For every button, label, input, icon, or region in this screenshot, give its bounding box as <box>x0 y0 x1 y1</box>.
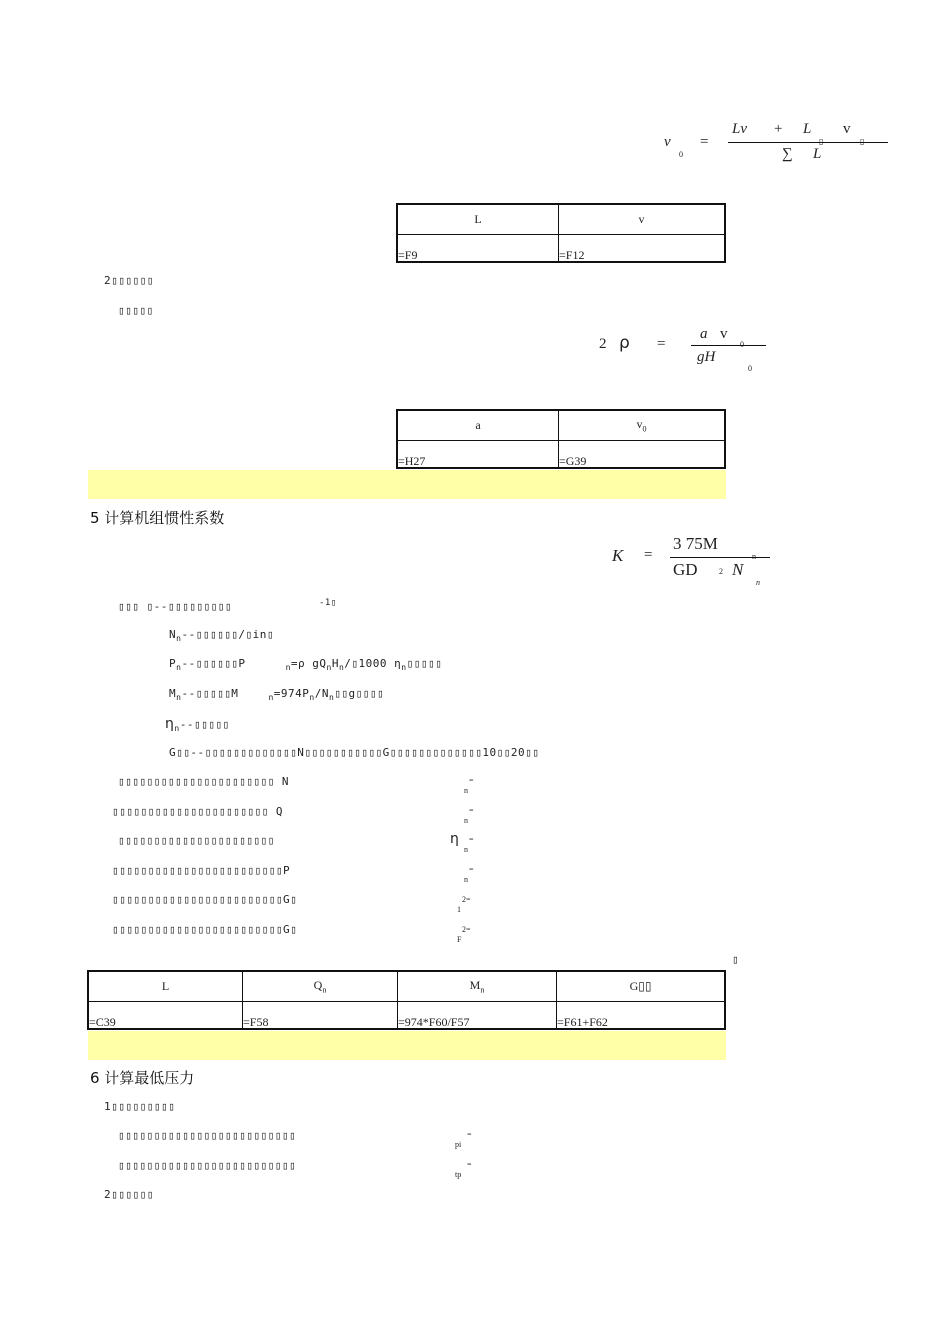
formula1-den-l: L <box>813 146 822 162</box>
formula1-den-sum: ∑ <box>782 146 793 162</box>
definition-gd2-text: G▯▯--▯▯▯▯▯▯▯▯▯▯▯▯▯N▯▯▯▯▯▯▯▯▯▯▯G▯▯▯▯▯▯▯▯▯▯▯▯▯10▯▯20▯▯ <box>169 746 540 759</box>
definition-p-sub2: n <box>285 663 291 673</box>
formula1-eq: = <box>700 134 709 150</box>
definition-p <box>169 657 442 672</box>
item-6-2-heading: 2▯▯▯▯▯▯ <box>104 1188 154 1201</box>
param-q-eq[interactable]: = <box>469 806 474 815</box>
section-5-heading: 5 计算机组惯性系数 <box>90 509 225 527</box>
definition-m-sub2: n <box>268 693 274 703</box>
param-n-sub: n <box>464 786 468 795</box>
formula3-den-sup: 2 <box>719 567 723 576</box>
definition-m-sub3: n <box>309 693 315 703</box>
formula2-den-sub: 0 <box>748 364 752 373</box>
table-a-v0 <box>396 409 726 469</box>
formula1-lhs: v <box>664 134 671 150</box>
definition-p-rest2: =ρ gQ <box>290 657 327 670</box>
param-g1-sub: 1 <box>457 905 461 914</box>
table3-header-m: M <box>469 978 481 993</box>
table3-cell-q[interactable]: =F58 <box>243 1002 398 1030</box>
table3-header-l: L <box>88 971 243 1002</box>
param-pi-label: ▯▯▯▯▯▯▯▯▯▯▯▯▯▯▯▯▯▯▯▯▯▯▯▯▯ <box>118 1129 297 1142</box>
definition-p-sub5: n <box>401 663 407 673</box>
param-eta-sub: n <box>464 845 468 854</box>
formula1-num-a: Lv <box>732 121 747 137</box>
definition-eta <box>165 716 230 733</box>
definition-m <box>169 687 384 702</box>
param-g1-label: ▯▯▯▯▯▯▯▯▯▯▯▯▯▯▯▯▯▯▯▯▯▯▯▯G▯ <box>112 893 298 906</box>
table1-header-l: L <box>397 204 559 235</box>
definition-k-text: ▯▯▯ ▯--▯▯▯▯▯▯▯▯▯ <box>118 600 232 613</box>
formula2-num-a: a <box>700 326 708 342</box>
formula3-num: 3 75M <box>673 534 718 553</box>
definition-p-sub4: n <box>338 663 345 673</box>
definition-m-sub4: n <box>328 693 335 703</box>
table3-cell-g[interactable]: =F61+F62 <box>557 1002 726 1030</box>
table2-header-v: v <box>636 417 643 432</box>
param-p-label: ▯▯▯▯▯▯▯▯▯▯▯▯▯▯▯▯▯▯▯▯▯▯▯▯P <box>112 864 291 877</box>
param-eta-sym: η <box>450 831 459 847</box>
param-q-label: ▯▯▯▯▯▯▯▯▯▯▯▯▯▯▯▯▯▯▯▯▯▯ Q <box>112 805 283 818</box>
definition-m-rest2: =974P <box>273 687 310 700</box>
table3-header-mn <box>398 971 557 1002</box>
table-l-v <box>396 203 726 263</box>
definition-p-rest4: /▯1000 η <box>344 657 402 670</box>
param-gf-label: ▯▯▯▯▯▯▯▯▯▯▯▯▯▯▯▯▯▯▯▯▯▯▯▯G▯ <box>112 923 298 936</box>
definition-p-sub: n <box>176 663 182 673</box>
table2-header-v0 <box>559 410 726 441</box>
table3-header-m-sub: n <box>480 985 485 995</box>
highlight-band-1 <box>88 470 726 499</box>
definition-k-tail: -1▯ <box>319 598 337 608</box>
formula3-lhs: K <box>612 546 624 565</box>
table3-header-qn <box>243 971 398 1002</box>
param-tp-label: ▯▯▯▯▯▯▯▯▯▯▯▯▯▯▯▯▯▯▯▯▯▯▯▯▯ <box>118 1159 297 1172</box>
formula3-eq: = <box>644 547 653 563</box>
highlight-band-2 <box>88 1031 726 1060</box>
param-n-label: ▯▯▯▯▯▯▯▯▯▯▯▯▯▯▯▯▯▯▯▯▯▯ N <box>118 775 289 788</box>
formula1-fraction-bar <box>728 142 888 143</box>
formula2-num-v: v <box>720 326 728 342</box>
item-2-heading: 2▯▯▯▯▯▯ <box>104 274 154 287</box>
table3-header-g: G▯▯ <box>557 971 726 1002</box>
table2-header-a: a <box>397 410 559 441</box>
table2-cell-v0[interactable]: =G39 <box>559 441 726 469</box>
definition-eta-rest: --▯▯▯▯▯ <box>179 718 230 731</box>
table3-cell-m[interactable]: =974*F60/F57 <box>398 1002 557 1030</box>
table1-cell-l[interactable]: =F9 <box>397 235 559 263</box>
param-gf-sub: F <box>457 935 462 944</box>
formula2-lhs-sym: ρ <box>619 333 630 353</box>
param-g1-eq[interactable]: 2= <box>462 895 471 904</box>
definition-n-rest: --▯▯▯▯▯▯/▯in▯ <box>181 628 275 641</box>
definition-eta-sub: n <box>174 724 180 734</box>
definition-p-sym: P <box>169 657 177 670</box>
definition-k <box>118 600 232 613</box>
formula1-num-b: L <box>803 121 812 137</box>
definition-n-sym: N <box>169 628 177 641</box>
definition-m-rest3: /N <box>314 687 329 700</box>
definition-n <box>169 628 274 643</box>
table2-header-sub: 0 <box>642 424 647 434</box>
definition-p-rest5: ▯▯▯▯▯ <box>406 657 443 670</box>
table-inertia-inputs <box>87 970 726 1030</box>
table1-cell-v[interactable]: =F12 <box>559 235 726 263</box>
definition-p-rest3: H <box>331 657 339 670</box>
formula1-lhs-sub: 0 <box>679 150 683 159</box>
param-tp-sub: tp <box>455 1170 462 1179</box>
definition-n-sub: n <box>176 634 182 644</box>
stray-mark: ▯ <box>732 953 740 966</box>
formula2-eq: = <box>657 336 666 352</box>
table3-header-q: Q <box>313 978 323 993</box>
formula2-den: gH <box>697 349 716 365</box>
formula2-fraction-bar <box>691 345 766 346</box>
definition-m-sub: n <box>176 693 182 703</box>
formula3-den-sub: n <box>756 578 760 587</box>
definition-m-rest: --▯▯▯▯▯M <box>181 687 239 700</box>
table2-cell-a[interactable]: =H27 <box>397 441 559 469</box>
param-p-sub: n <box>464 875 468 884</box>
item-2-subheading: ▯▯▯▯▯ <box>118 304 154 317</box>
formula3-den-n: N <box>732 560 744 579</box>
section-6-heading: 6 计算最低压力 <box>90 1069 195 1087</box>
item-6-1-heading: 1▯▯▯▯▯▯▯▯▯ <box>104 1100 176 1113</box>
formula1-num-c: v <box>843 121 851 137</box>
param-q-sub: n <box>464 816 468 825</box>
formula2-lhs-num: 2 <box>599 336 607 352</box>
definition-m-sym: M <box>169 687 177 700</box>
definition-eta-sym: η <box>165 716 175 732</box>
param-p-eq[interactable]: = <box>469 865 474 874</box>
definition-p-rest: --▯▯▯▯▯▯P <box>181 657 246 670</box>
formula3-fraction-bar <box>670 557 770 558</box>
param-tp-eq[interactable]: = <box>467 1160 472 1169</box>
param-gf-eq[interactable]: 2= <box>462 925 471 934</box>
param-eta-label: ▯▯▯▯▯▯▯▯▯▯▯▯▯▯▯▯▯▯▯▯▯▯ <box>118 834 275 847</box>
formula3-den-a: GD <box>673 560 698 579</box>
param-n-eq[interactable]: = <box>469 776 474 785</box>
definition-gd2 <box>169 746 539 759</box>
param-eta-eq[interactable]: = <box>469 835 474 844</box>
definition-m-rest4: ▯▯g▯▯▯▯ <box>334 687 385 700</box>
formula1-num-plus: + <box>774 121 783 137</box>
definition-p-sub3: n <box>326 663 332 673</box>
param-pi-eq[interactable]: = <box>467 1130 472 1139</box>
table1-header-v: v <box>559 204 726 235</box>
table3-header-q-sub: n <box>322 985 327 995</box>
param-pi-sub: pi <box>455 1140 462 1149</box>
table3-cell-l[interactable]: =C39 <box>88 1002 243 1030</box>
